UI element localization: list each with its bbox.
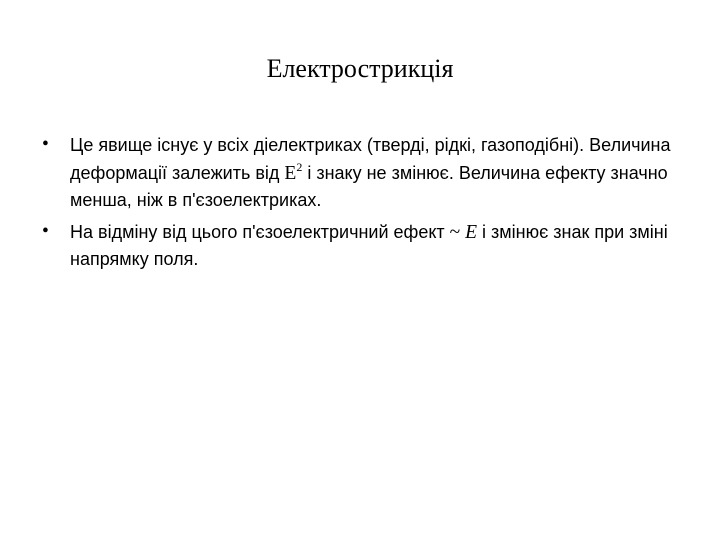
bullet-2-text-part2: і змінює знак при зміні напрямку поля. <box>70 221 668 269</box>
bullet-1-superscript: 2 <box>296 159 303 174</box>
bullet-1-text-part2: і знаку не змінює. Величина ефекту значно менша, ніж в п'єзоелектриках. <box>70 162 668 210</box>
bullet-marker: • <box>42 220 49 242</box>
bullet-1-text-part1: Це явище існує у всіх діелектриках (тверді, рідкі, газоподібні). Величина деформації залежить від <box>70 135 671 183</box>
slide-title: Електрострикція <box>266 54 454 83</box>
bullet-marker: • <box>42 134 49 155</box>
bullet-1-symbol: E <box>284 162 297 184</box>
bullet-2-text-part1: На відміну від цього п'єзоелектричний ефект <box>70 221 450 242</box>
bullet-list <box>42 132 682 278</box>
bullet-2-tilde: ~ <box>449 221 461 243</box>
bullet-item-1 <box>42 132 682 215</box>
bullet-2-symbol: E <box>465 221 478 243</box>
bullet-item-2 <box>42 219 682 274</box>
